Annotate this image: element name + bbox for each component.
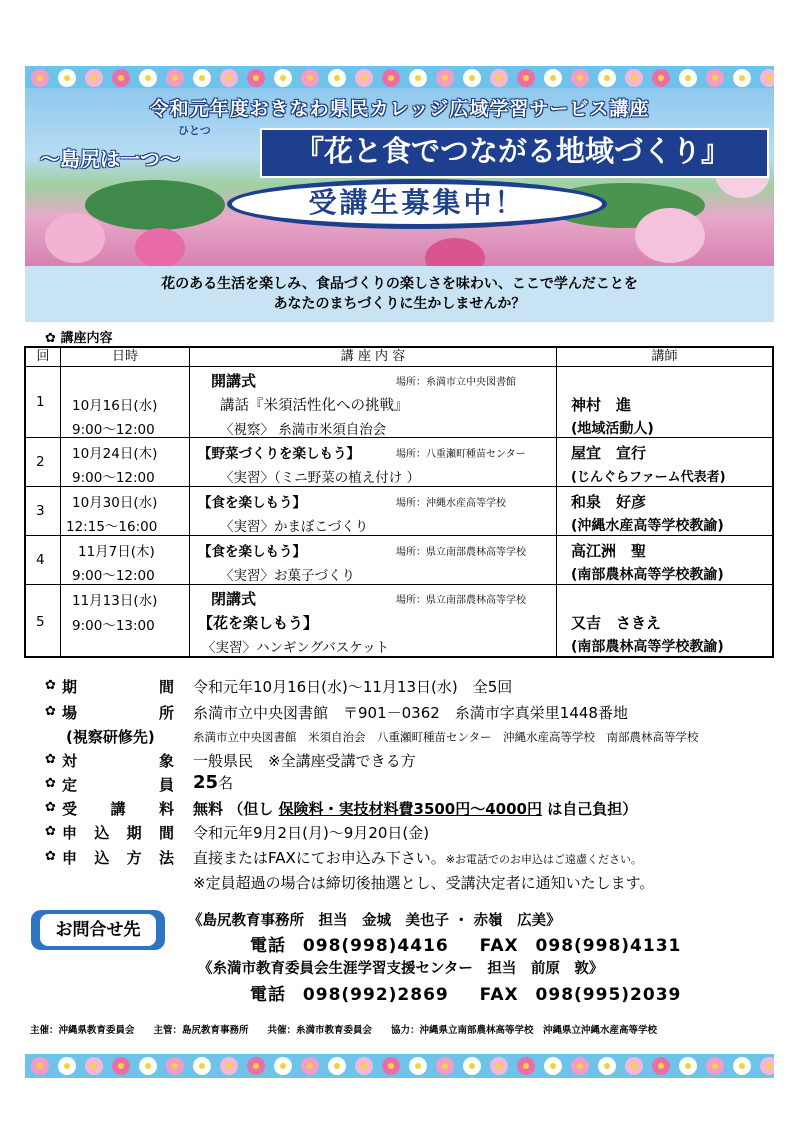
cosmos-flower-icon: [220, 1057, 238, 1075]
apply-method-note: ※お電話でのお申込はご遠慮ください。: [445, 853, 643, 866]
row3-line2: 〈実習〉かまぼこづくり: [220, 519, 369, 535]
row2-lecturer-org: (じんぐらファーム代表者): [571, 470, 726, 485]
cosmos-flower-icon: [760, 1057, 774, 1075]
cosmos-flower-icon: [166, 1057, 184, 1075]
row5-place: 場所：県立南部農林高等学校: [396, 595, 526, 606]
row5-line2: 【花を楽しもう】: [198, 614, 319, 632]
apply-method-label: 申 込 方 法: [62, 849, 174, 867]
row5-lecturer-org: (南部農林高等学校教諭): [571, 639, 724, 655]
row2-line2: 〈実習〉（ミニ野菜の植え付け ）: [220, 470, 421, 486]
contact-phone2: [250, 980, 681, 1005]
fee-note-pre: （但し: [228, 800, 274, 818]
row2-lecturer: 屋宜 宣行: [571, 444, 647, 462]
phone-number: 098(998)4416: [302, 936, 449, 956]
row5-date: 11月13日(水): [72, 593, 158, 609]
row5-line3: 〈実習〉ハンギングバスケット: [202, 640, 390, 656]
row3-line1: 【食を楽しもう】: [198, 495, 306, 511]
fax-label: FAX: [479, 936, 519, 956]
row4-no: 4: [36, 552, 45, 568]
capacity-value: [193, 772, 233, 793]
apply-period-value: 令和元年9月2日(月)～9月20日(金): [193, 824, 430, 842]
cosmos-flower-icon: [58, 69, 76, 87]
intro-line-1: 花のある生活を楽しみ、食品づくりの楽しさを味わい、ここで学んだことを: [161, 276, 638, 292]
course-heading: [45, 327, 112, 346]
cosmos-flower-icon: [328, 69, 346, 87]
cosmos-flower-icon: [490, 1057, 508, 1075]
cosmos-flower-icon: [544, 69, 562, 87]
row-divider: [26, 486, 772, 487]
fee-label: 受 講 料: [62, 800, 174, 818]
row4-time: 9:00～12:00: [72, 568, 155, 584]
header-lecturer: 講師: [651, 349, 678, 364]
flower-bullet-icon: ✿: [45, 331, 56, 346]
apply-period-label: 申 込 期 間: [62, 824, 174, 842]
header-content: 講 座 内 容: [340, 349, 406, 364]
row4-lecturer: 高江洲 聖: [571, 542, 647, 560]
column-divider: [189, 348, 190, 656]
contact-badge-label: お問合せ先: [40, 914, 156, 946]
cosmos-flower: [635, 208, 705, 263]
row4-place: 場所：県立南部農林高等学校: [396, 547, 526, 558]
header-banner: [25, 88, 774, 266]
fee-free: 無料: [193, 800, 224, 818]
cosmos-flower: [45, 213, 105, 263]
cosmos-flower-icon: [31, 1057, 49, 1075]
visit-value: 糸満市立中央図書館 米須自治会 八重瀬町種苗センター 沖縄水産高等学校 南部農林高等学校: [193, 730, 699, 744]
cosmos-flower-icon: [139, 1057, 157, 1075]
cosmos-flower-icon: [31, 69, 49, 87]
cosmos-flower-icon: [382, 1057, 400, 1075]
phone-label: 電話: [250, 985, 286, 1005]
cosmos-flower-icon: [112, 1057, 130, 1075]
contact-org2: 《糸満市教育委員会生涯学習支援センター 担当 前原 敦》: [198, 961, 604, 977]
row1-no: 1: [36, 394, 45, 410]
subtitle-ruby: ひとつ: [178, 124, 211, 137]
intro-line-2: あなたのまちづくりに生かしませんか？: [273, 296, 526, 312]
row3-date: 10月30日(水): [72, 495, 158, 511]
cosmos-flower-icon: [463, 69, 481, 87]
fee-note-underlined: 保険料・実技材料費3500円～4000円: [278, 800, 542, 818]
cosmos-flower-icon: [517, 1057, 535, 1075]
cosmos-flower-icon: [409, 1057, 427, 1075]
sponsors-line: 主催：沖縄県教育委員会 主管：島尻教育事務所 共催：糸満市教育委員会 協力：沖縄県立南部農林高等学校 沖縄県立沖縄水産高等学校: [30, 1025, 658, 1036]
cosmos-flower-icon: [436, 69, 454, 87]
row3-lecturer-org: (沖縄水産高等学校教諭): [571, 518, 724, 534]
row2-time: 9:00～12:00: [72, 470, 155, 486]
cosmos-flower-icon: [679, 1057, 697, 1075]
capacity-number: 25: [193, 772, 219, 793]
cosmos-flower-icon: [733, 69, 751, 87]
cosmos-flower-icon: [733, 1057, 751, 1075]
row1-date: 10月16日(水): [72, 398, 158, 414]
row1-lecturer-org: (地域活動人): [571, 421, 654, 437]
flower-bullet-icon: ✿: [45, 752, 56, 767]
row2-place: 場所：八重瀬町種苗センター: [396, 449, 526, 460]
row-divider: [26, 535, 772, 536]
cosmos-flower-icon: [193, 69, 211, 87]
fee-note-post: は自己負担）: [547, 800, 638, 818]
flower-bullet-icon: ✿: [45, 704, 56, 719]
contact-phone1: [250, 931, 681, 956]
cosmos-flower-icon: [355, 1057, 373, 1075]
cosmos-flower-icon: [409, 69, 427, 87]
flower-bullet-icon: ✿: [45, 824, 56, 839]
capacity-label: 定 員: [62, 776, 174, 794]
row2-no: 2: [36, 454, 45, 470]
flower-bullet-icon: ✿: [45, 678, 56, 693]
row-divider: [26, 366, 772, 367]
row3-lecturer: 和泉 好彦: [571, 493, 647, 511]
recruit-headline: 受講生募集中！: [308, 186, 526, 219]
flower-bullet-icon: ✿: [45, 800, 56, 815]
row1-time: 9:00～12:00: [72, 422, 155, 438]
cosmos-flower-icon: [463, 1057, 481, 1075]
row2-date: 10月24日(木): [72, 446, 158, 462]
header-datetime: 日時: [111, 349, 138, 364]
row5-lecturer: 又吉 さきえ: [571, 614, 662, 632]
visit-label: (視察研修先): [66, 728, 155, 746]
cosmos-flower-icon: [301, 1057, 319, 1075]
phone-label: 電話: [250, 936, 286, 956]
cosmos-flower-icon: [274, 1057, 292, 1075]
cosmos-flower-icon: [652, 1057, 670, 1075]
cosmos-flower-icon: [625, 1057, 643, 1075]
apply-method-lottery: ※定員超過の場合は締切後抽選とし、受講決定者に通知いたします。: [193, 874, 655, 892]
cosmos-flower-icon: [112, 69, 130, 87]
row2-line1: 【野菜づくりを楽しもう】: [198, 446, 360, 462]
cosmos-flower-icon: [220, 69, 238, 87]
cosmos-flower-icon: [166, 69, 184, 87]
row4-line1: 【食を楽しもう】: [198, 544, 306, 560]
cosmos-flower-icon: [139, 69, 157, 87]
cosmos-flower-icon: [355, 69, 373, 87]
cosmos-flower-icon: [328, 1057, 346, 1075]
row5-time: 9:00～13:00: [72, 618, 155, 634]
cosmos-flower-icon: [517, 69, 535, 87]
course-table: [24, 346, 774, 658]
row3-time: 12:15～16:00: [66, 519, 158, 535]
top-flower-border: [25, 66, 774, 90]
row1-line3: 〈視察〉 糸満市米須自治会: [220, 422, 387, 438]
program-subtitle: ～島尻は一つ～: [40, 147, 180, 171]
cosmos-flower-icon: [598, 1057, 616, 1075]
cosmos-flower-icon: [247, 1057, 265, 1075]
cosmos-flower-icon: [85, 1057, 103, 1075]
venue-value: 糸満市立中央図書館 〒901－0362 糸満市字真栄里1448番地: [193, 704, 628, 722]
cosmos-flower-icon: [706, 1057, 724, 1075]
row4-lecturer-org: (南部農林高等学校教諭): [571, 567, 724, 583]
cosmos-flower-icon: [193, 1057, 211, 1075]
row1-place: 場所：糸満市立中央図書館: [396, 377, 516, 388]
row5-no: 5: [36, 614, 45, 630]
cosmos-flower-icon: [301, 69, 319, 87]
cosmos-flower-icon: [58, 1057, 76, 1075]
cosmos-flower-icon: [760, 69, 774, 87]
cosmos-flower-icon: [382, 69, 400, 87]
flower-bullet-icon: ✿: [45, 849, 56, 864]
program-title: 令和元年度おきなわ県民カレッジ広域学習サービス講座: [149, 98, 650, 120]
venue-label: 場 所: [62, 704, 174, 722]
course-heading-label: 講座内容: [60, 331, 113, 346]
intro-box: [25, 266, 774, 322]
row1-lecturer: 神村 進: [571, 396, 632, 414]
fax-number: 098(995)2039: [535, 985, 682, 1005]
target-label: 対 象: [62, 752, 174, 770]
period-label: 期 間: [62, 678, 174, 696]
flower-bullet-icon: ✿: [45, 776, 56, 791]
cosmos-flower-icon: [625, 69, 643, 87]
header-no: 回: [36, 349, 50, 364]
contact-org1: 《島尻教育事務所 担当 金城 美也子 ・ 赤嶺 広美》: [188, 913, 561, 929]
cosmos-flower: [425, 238, 485, 266]
period-value: 令和元年10月16日(水)～11月13日(水) 全5回: [193, 678, 513, 696]
row3-place: 場所：沖縄水産高等学校: [396, 498, 506, 509]
row1-line2: 講話『米須活性化への挑戦』: [220, 398, 409, 414]
fax-label: FAX: [479, 985, 519, 1005]
column-divider: [556, 348, 557, 656]
cosmos-flower-icon: [247, 69, 265, 87]
cosmos-flower-icon: [679, 69, 697, 87]
cosmos-flower: [135, 228, 185, 266]
cosmos-flower-icon: [706, 69, 724, 87]
cosmos-flower-icon: [490, 69, 508, 87]
row4-date: 11月7日(木): [78, 544, 155, 560]
row5-line1: 閉講式: [211, 590, 257, 608]
capacity-unit: 名: [218, 774, 234, 792]
cosmos-flower-icon: [85, 69, 103, 87]
cosmos-flower-icon: [571, 69, 589, 87]
cosmos-flower-icon: [652, 69, 670, 87]
apply-method-value: 直接またはFAXにてお申込み下さい。※お電話でのお申込はご遠慮ください。: [193, 849, 643, 867]
fax-number: 098(998)4131: [535, 936, 682, 956]
column-divider: [60, 348, 61, 656]
phone-number: 098(992)2869: [302, 985, 449, 1005]
target-value: 一般県民 ※全講座受講できる方: [193, 752, 416, 770]
row3-no: 3: [36, 503, 45, 519]
row1-line1: 開講式: [211, 372, 257, 390]
row-divider: [26, 584, 772, 585]
cosmos-flower-icon: [274, 69, 292, 87]
bottom-flower-border: [25, 1054, 774, 1078]
cosmos-flower-icon: [571, 1057, 589, 1075]
tree-shape: [85, 180, 225, 230]
cosmos-flower-icon: [544, 1057, 562, 1075]
cosmos-flower-icon: [436, 1057, 454, 1075]
fee-value: [193, 798, 637, 819]
row4-line2: 〈実習〉お菓子づくり: [220, 568, 355, 584]
cosmos-flower-icon: [598, 69, 616, 87]
course-title: 『花と食でつながる地域づくり』: [294, 134, 730, 168]
